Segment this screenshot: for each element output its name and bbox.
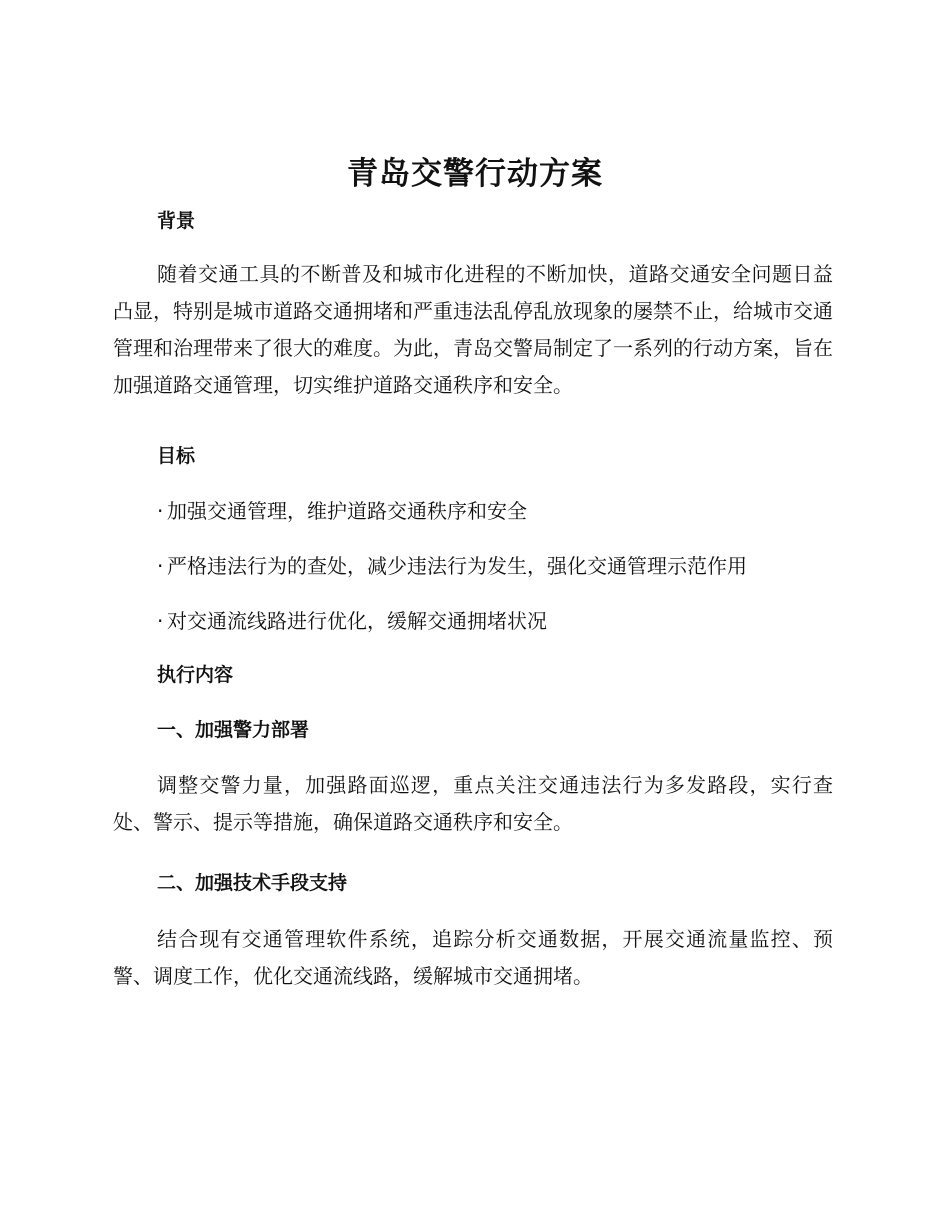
- bullet-mark: ·: [157, 609, 164, 633]
- subsection-heading-tech-support: 二、加强技术手段支持: [157, 872, 348, 894]
- section-heading-goals: 目标: [157, 445, 196, 467]
- document-title: 青岛交警行动方案: [347, 156, 603, 192]
- goal-item-text: 对交通流线路进行优化，缓解交通拥堵状况: [167, 609, 547, 633]
- subsection-paragraph-tech-support: 结合现有交通管理软件系统，追踪分析交通数据，开展交通流量监控、预警、调度工作，优化交通流线路，缓解城市交通拥堵。: [113, 927, 833, 988]
- subsection-paragraph-police-deployment: 调整交警力量，加强路面巡逻，重点关注交通违法行为多发路段，实行查处、警示、提示等措施，确保道路交通秩序和安全。: [113, 773, 833, 834]
- bullet-mark: ·: [157, 499, 164, 523]
- section-heading-execution: 执行内容: [157, 664, 234, 686]
- goal-item: [157, 551, 747, 581]
- goal-item: [157, 606, 547, 636]
- bullet-mark: ·: [157, 554, 164, 578]
- subsection-heading-police-deployment: 一、加强警力部署: [157, 719, 310, 741]
- goal-item-text: 加强交通管理，维护道路交通秩序和安全: [167, 499, 527, 523]
- goal-item-text: 严格违法行为的查处，减少违法行为发生，强化交通管理示范作用: [167, 554, 747, 578]
- goal-item: [157, 496, 527, 526]
- background-paragraph: 随着交通工具的不断普及和城市化进程的不断加快，道路交通安全问题日益凸显，特别是城市道路交通拥堵和严重违法乱停乱放现象的屡禁不止，给城市交通管理和治理带来了很大的难度。为此，青岛交警局制定了一系列的行动方案，旨在加强道路交通管理，切实维护道路交通秩序和安全。: [113, 262, 833, 397]
- section-heading-background: 背景: [157, 210, 196, 232]
